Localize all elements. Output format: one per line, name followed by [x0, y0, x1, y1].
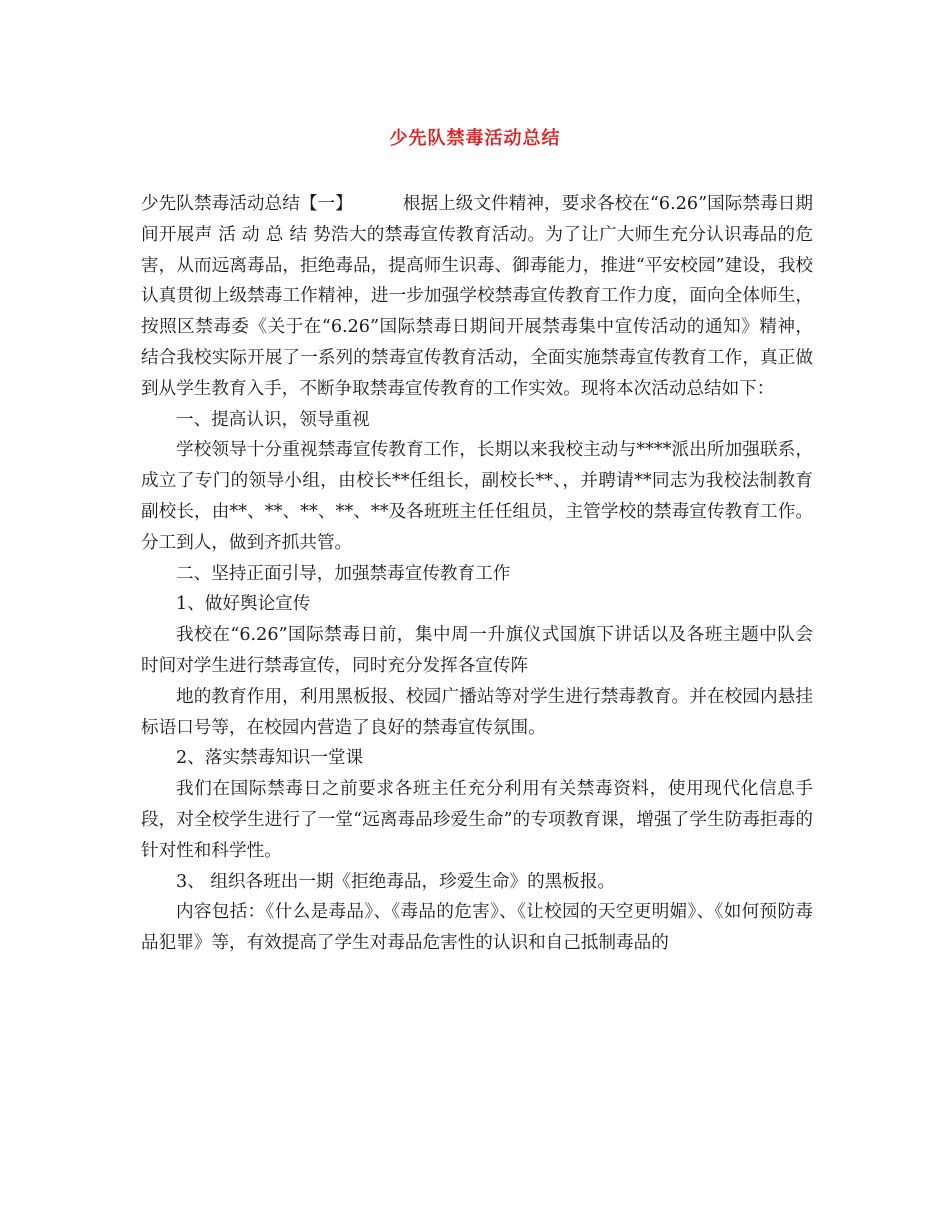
- section-heading-2: 二、坚持正面引导，加强禁毒宣传教育工作: [176, 563, 511, 584]
- subheading-1: 1、做好舆论宣传: [176, 594, 311, 615]
- paragraph-intro: [141, 189, 813, 405]
- paragraph-lesson: 我们在国际禁毒日之前要求各班主任充分利用有关禁毒资料，使用现代化信息手段，对全校学生进行了一堂“远离毒品珍爱生命”的专项教育课，增强了学生防毒拒毒的针对性和科学性。: [141, 779, 813, 861]
- subheading-3: 3、 组织各班出一期《拒绝毒品，珍爱生命》的黑板报。: [176, 871, 616, 892]
- document-body: [141, 189, 813, 959]
- intro-lead: 少先队禁毒活动总结【一】: [141, 194, 353, 214]
- paragraph-publicity-1: 我校在“6.26”国际禁毒日前，集中周一升旗仪式国旗下讲话以及各班主题中队会时间对学生进行禁毒宣传，同时充分发挥各宣传阵: [141, 625, 813, 676]
- subheading-2: 2、落实禁毒知识一堂课: [176, 748, 364, 769]
- paragraph-publicity-2: 地的教育作用，利用黑板报、校园广播站等对学生进行禁毒教育。并在校园内悬挂标语口号等，在校园内营造了良好的禁毒宣传氛围。: [141, 686, 813, 738]
- paragraph-contents: 内容包括：《什么是毒品》、《毒品的危害》、《让校园的天空更明媚》、《如何预防毒品犯罪》等，有效提高了学生对毒品危害性的认识和自己抵制毒品的: [141, 902, 813, 954]
- intro-text: 根据上级文件精神，要求各校在“6.26”国际禁毒日期间开展声 活 动 总 结 势浩大的禁毒宣传教育活动。为了让广大师生充分认识毒品的危害，从而远离毒品，拒绝毒品，提高师生识毒、御毒能力，推进“平安校园”建设，我校认真贯彻上级禁毒工作精神，进一步加强学校禁毒宣传教育工作力度，面向全体师生，按照区禁毒委《关于在“6.26”国际禁毒日期间开展禁毒集中宣传活动的通知》精神，结合我校实际开展了一系列的禁毒宣传教育活动，全面实施禁毒宣传教育工作，真正做到从学生教育入手，不断争取禁毒宣传教育的工作实效。现将本次活动总结如下：: [141, 194, 813, 399]
- document-title: 少先队禁毒活动总结: [389, 128, 561, 149]
- paragraph-leadership: 学校领导十分重视禁毒宣传教育工作，长期以来我校主动与****派出所加强联系，成立了专门的领导小组，由校长**任组长，副校长**、，并聘请**同志为我校法制教育副校长，由**、**、**、**、**及各班班主任任组员，主管学校的禁毒宣传教育工作。分工到人，做到齐抓共管。: [141, 440, 813, 553]
- section-heading-1: 一、提高认识，领导重视: [176, 409, 370, 430]
